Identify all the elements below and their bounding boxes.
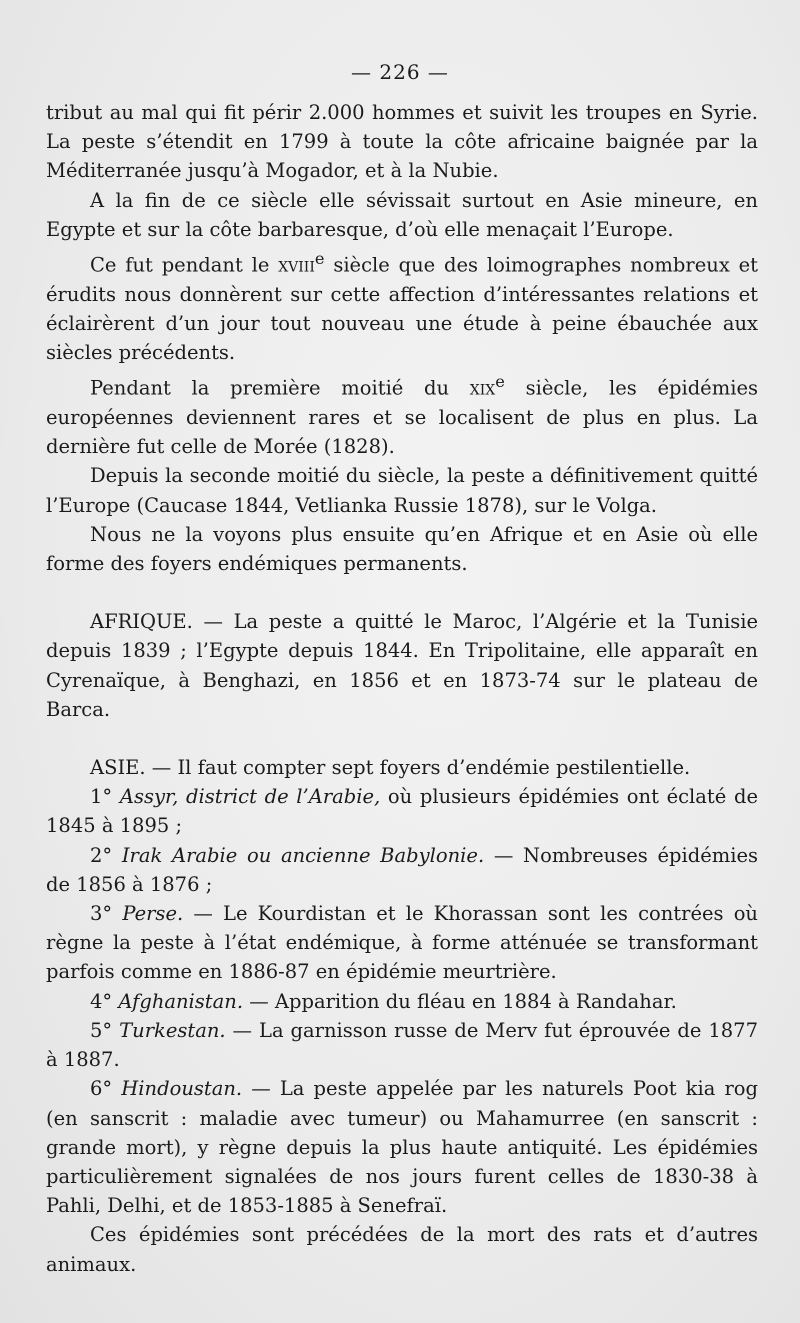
century-roman: xix <box>469 376 496 400</box>
list-item-turkestan: 5° Turkestan. — La garnisson russe de Merv fut éprouvée de 1877 à 1887. <box>46 1018 758 1072</box>
list-item-afghanistan: 4° Afghanistan. — Apparition du fléau en 1884 à Randahar. <box>90 989 677 1013</box>
paragraph-rats: Ces épidémies sont précédées de la mort des rats et d’autres animaux. <box>46 1223 758 1276</box>
paragraph-africa-asia: Nous ne la voyons plus ensuite qu’en Afrique et en Asie où elle forme des foyers endémiques permanents. <box>46 522 758 576</box>
list-item-irak: 2° Irak Arabie ou ancienne Babylonie. — Nombreuses épidémies de 1856 à 1876 ; <box>46 843 759 896</box>
paragraph-afrique: AFRIQUE. — La peste a quitté le Maroc, l’Algérie et la Tunisie depuis 1839 ; l’Egypte depuis 1844. En Tripolitaine, elle apparaît en Cyrenaïque, à Benghazi, en 1856 et en 1873-74 sur le plateau de Barca. <box>46 610 758 721</box>
list-item-hindoustan: 6° Hindoustan. — La peste appelée par les naturels Poot kia rog (en sanscrit : maladie avec tumeur) ou Mahamurree (en sanscrit : grande mort), y règne depuis la plus haute antiquité. Les épidémies particulièrement signalées de nos jours furent celles de 1830-38 à Pahli, Delhi, et de 1853-1885 à Senefraï. <box>46 1077 758 1218</box>
list-item-perse: 3° Perse. — Le Kourdistan et le Khorassan sont les contrées où règne la peste à l’état endémique, à forme atténuée se transformant parfois comme en 1886-87 en épidémie meurtrière. <box>46 902 758 984</box>
paragraph-end-of-century: A la fin de ce siècle elle sévissait surtout en Asie mineure, en Egypte et sur la côte barbaresque, d’où elle menaçait l’Europe. <box>46 188 758 241</box>
paragraph-18th-century: Ce fut pendant le xviii$^e$ siècle que des loimographes nombreux et érudits nous donnèrent sur cette affection d’intéressantes relations et éclairèrent d’un jour tout nouveau une étude à peine ébauchée aux siècles précédents. <box>46 249 759 365</box>
paragraph-left-europe: Depuis la seconde moitié du siècle, la peste a définitivement quitté l’Europe (Caucase 1844, Vetlianka Russie 1878), sur le Volga. <box>46 464 758 517</box>
list-item-assyr: 1° Assyr, district de l’Arabie, où plusieurs épidémies ont éclaté de 1845 à 1895 ; <box>46 785 758 838</box>
paragraph-asie: ASIE. — Il faut compter sept foyers d’endémie pestilentielle. <box>90 756 691 780</box>
page-number: — 226 — <box>351 60 449 84</box>
page-body <box>46 98 758 1279</box>
century-roman: xviii <box>278 253 315 277</box>
paragraph-plague-syria: tribut au mal qui fit périr 2.000 hommes et suivit les troupes en Syrie. La peste s’étendit en 1799 à toute la côte africaine baignée par la Méditerranée jusqu’à Mogador, et à la Nubie. <box>46 101 758 183</box>
paragraph-19th-century: Pendant la première moitié du xix$^e$ siècle, les épidémies européennes deviennent rares et se localisent de plus en plus. La dernière fut celle de Morée (1828). <box>46 372 759 459</box>
